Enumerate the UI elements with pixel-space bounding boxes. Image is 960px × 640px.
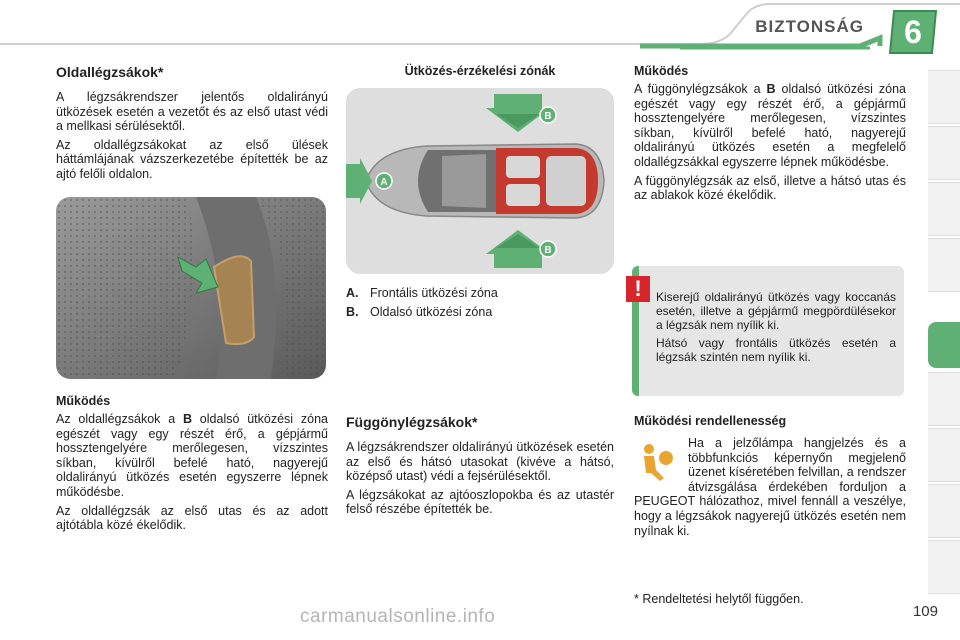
side-tab-8[interactable] — [928, 484, 960, 538]
side-airbags-title: Oldallégzsákok* — [56, 64, 164, 80]
malfunction-text: Ha a jelzőlámpa hangjelzés és a többfunkciós képernyőn megjelenő üzenet kíséretében felvillan, a rendszer átvizsgálása érdekében forduljon a PEUGEOT hálózathoz, mivel fennáll a veszélye, hogy a légzsákok nagyerejű ütközés esetén nem nyílnak ki. — [634, 436, 906, 538]
malfunction-title: Működési rendellenesség — [634, 414, 787, 428]
curtain-operation — [634, 64, 906, 207]
side-airbags-intro: A légzsákrendszer jelentős oldalirányú ütközések esetén a vezetőt és az első utast védi a mellkasi sérülésektől. — [56, 90, 328, 134]
side-operation-text: Az oldallégzsákok a B oldalsó ütközési zóna egészét vagy egy részét érő, a gépjármű hossztengelyére merőlegesen, vízszintes síkban, kívülről befelé ható, nagyerejű oldalirányú ütközés esetén egyszerre lépnek működésbe. — [56, 412, 328, 499]
page-number: 109 — [912, 603, 938, 620]
side-tab-3[interactable] — [928, 182, 960, 236]
side-tab-6[interactable] — [928, 372, 960, 426]
warning-text-2: Hátsó vagy frontális ütközés esetén a légzsák szintén nem nyílik ki. — [656, 336, 896, 364]
warning-text-1: Kiserejű oldalirányú ütközés vagy koccanás esetén, illetve a gépjármű megpördülésekor a légzsák nem nyílik ki. — [656, 290, 896, 332]
side-tab-1[interactable] — [928, 70, 960, 124]
curtain-operation-title: Működés — [634, 64, 689, 78]
zone-marker-a: A — [380, 177, 388, 188]
curtain-airbags-title: Függönylégzsákok* — [346, 414, 478, 430]
impact-zones-diagram — [346, 88, 614, 274]
side-operation-position: Az oldallégzsák az első utas és az adott ajtótábla közé ékelődik. — [56, 503, 328, 533]
zones-title: Ütközés-érzékelési zónák — [404, 64, 556, 78]
side-airbags-section — [56, 64, 328, 186]
zone-b-legend: B. Oldalsó ütközési zóna — [346, 305, 493, 319]
zone-marker-b-top: B — [544, 111, 552, 122]
side-airbags-operation — [56, 394, 328, 537]
side-airbags-location: Az oldallégzsákokat az első ülések háttámlájának vázszerkezetébe építették be az ajtó felőli oldalon. — [56, 137, 328, 181]
side-operation-title: Működés — [56, 394, 111, 408]
footnote: * Rendeltetési helytől függően. — [634, 592, 804, 606]
chapter-number: 6 — [904, 14, 922, 50]
warning-icon: ! — [626, 276, 650, 302]
malfunction-body — [634, 436, 906, 542]
side-tab-2[interactable] — [928, 126, 960, 180]
curtain-operation-text: A függönylégzsákok a B oldalsó ütközési zóna egészét vagy egy részét érő, a gépjármű hossztengelyére merőlegesen, vízszintes síkban, kívülről befelé ható, nagyerejű oldalirányú ütközés esetén a megfelelő oldallégzsákkal egyszerre lépnek működésbe. — [634, 82, 906, 169]
side-tab-7[interactable] — [928, 428, 960, 482]
seat-airbag-illustration — [56, 197, 326, 379]
zone-marker-b-bottom: B — [544, 245, 552, 256]
curtain-airbags-location: A légzsákokat az ajtóoszlopokba és az utastér felső részébe építették be. — [346, 487, 614, 517]
side-tab-4[interactable] — [928, 238, 960, 292]
watermark: carmanualsonline.info — [300, 606, 496, 627]
warning-box — [632, 266, 904, 396]
zones-legend — [346, 284, 614, 322]
side-tab-9[interactable] — [928, 540, 960, 594]
zone-a-legend: A. Frontális ütközési zóna — [346, 286, 498, 300]
chapter-title: BIZTONSÁG — [755, 17, 864, 36]
curtain-operation-position: A függönylégzsák az első, illetve a hátsó utas és az ablakok közé ékelődik. — [634, 173, 906, 203]
curtain-airbags-intro: A légzsákrendszer oldalirányú ütközések esetén az első és hátsó utasokat (kivéve a hátsó, középső utast) védi a fejsérülésektől. — [346, 440, 614, 484]
curtain-airbags-section — [346, 414, 614, 521]
side-tab-active[interactable] — [928, 322, 960, 368]
malfunction-section — [634, 414, 906, 428]
